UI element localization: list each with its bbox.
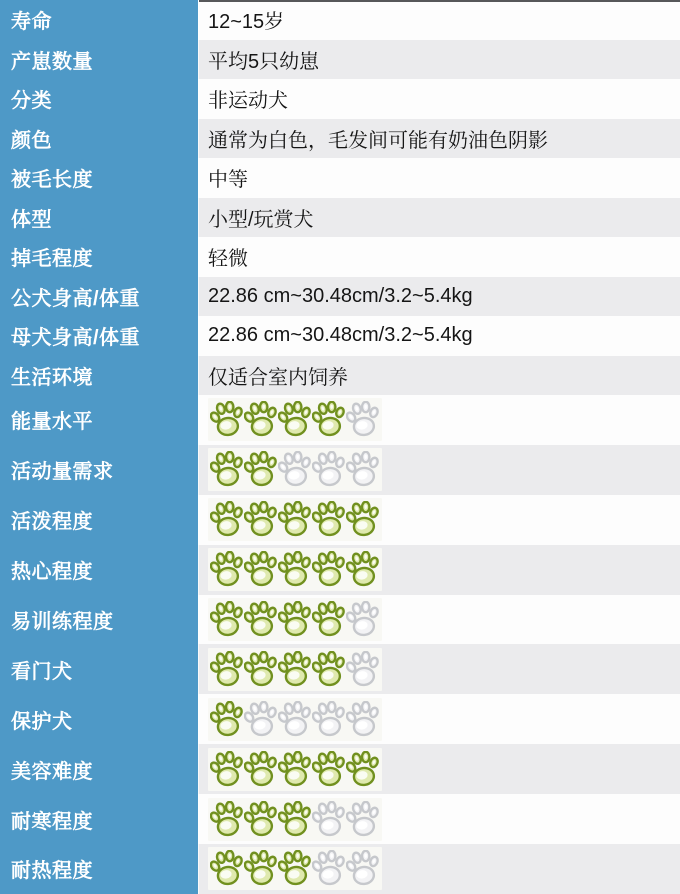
row-value-cell (198, 595, 680, 645)
row-label-cell (0, 445, 198, 495)
paw-rating (208, 847, 382, 890)
paw-icon-active (244, 751, 278, 788)
paw-icon-active (210, 401, 244, 438)
paw-icon-active (244, 401, 278, 438)
paw-rating (208, 548, 382, 591)
row-label: 美容难度 (11, 760, 93, 783)
row-value: 轻微 (208, 248, 248, 271)
row-label: 耐热程度 (11, 860, 93, 883)
paw-icon-inactive (278, 451, 312, 488)
row-value-cell (198, 119, 680, 159)
paw-icon-inactive (346, 451, 380, 488)
paw-icon-active (278, 801, 312, 838)
table-row (0, 844, 680, 894)
paw-icon-active (244, 601, 278, 638)
table-row (0, 79, 680, 119)
table-row (0, 395, 680, 445)
paw-rating (208, 398, 382, 441)
paw-icon-active (312, 501, 346, 538)
paw-icon-inactive (346, 601, 380, 638)
row-value: 22.86 cm~30.48cm/3.2~5.4kg (208, 324, 473, 347)
paw-icon-inactive (244, 701, 278, 738)
row-value-cell (198, 844, 680, 894)
row-label-cell (0, 237, 198, 277)
row-value-cell (198, 356, 680, 396)
row-value-cell (198, 794, 680, 844)
paw-icon-active (312, 401, 346, 438)
paw-icon-active (210, 801, 244, 838)
row-label-cell (0, 794, 198, 844)
row-label-cell (0, 119, 198, 159)
paw-icon-active (312, 651, 346, 688)
row-label: 产崽数量 (11, 50, 93, 73)
paw-icon-active (210, 701, 244, 738)
row-label: 体型 (11, 208, 52, 231)
paw-icon-active (244, 551, 278, 588)
row-value-cell (198, 495, 680, 545)
paw-icon-active (210, 751, 244, 788)
paw-icon-active (210, 551, 244, 588)
table-row (0, 445, 680, 495)
row-label-cell (0, 356, 198, 396)
paw-icon-active (278, 401, 312, 438)
paw-icon-inactive (312, 451, 346, 488)
row-label-cell (0, 644, 198, 694)
row-label-cell (0, 595, 198, 645)
row-label: 看门犬 (11, 660, 73, 683)
row-label: 活泼程度 (11, 511, 93, 534)
row-value-cell (198, 40, 680, 80)
paw-icon-active (244, 501, 278, 538)
row-value-cell (198, 316, 680, 356)
row-value: 非运动犬 (208, 90, 288, 113)
paw-icon-inactive (346, 401, 380, 438)
row-value: 中等 (208, 169, 248, 192)
row-label: 能量水平 (11, 411, 93, 434)
paw-rating (208, 648, 382, 691)
row-value-cell (198, 277, 680, 317)
paw-rating (208, 598, 382, 641)
paw-rating (208, 798, 382, 841)
row-label-cell (0, 316, 198, 356)
paw-icon-inactive (346, 651, 380, 688)
row-value-cell (198, 237, 680, 277)
row-value-cell (198, 158, 680, 198)
row-label: 公犬身高/体重 (11, 287, 141, 310)
row-value: 平均5只幼崽 (208, 50, 320, 73)
row-value-cell (198, 545, 680, 595)
paw-icon-active (244, 451, 278, 488)
row-value-cell (198, 445, 680, 495)
table-row (0, 158, 680, 198)
row-label-cell (0, 495, 198, 545)
paw-icon-inactive (278, 701, 312, 738)
paw-icon-active (210, 601, 244, 638)
paw-icon-active (278, 651, 312, 688)
paw-icon-inactive (346, 701, 380, 738)
row-label-cell (0, 395, 198, 445)
paw-icon-active (244, 801, 278, 838)
table-row (0, 545, 680, 595)
row-value: 12~15岁 (208, 11, 285, 34)
paw-icon-active (278, 850, 312, 887)
table-row (0, 794, 680, 844)
paw-rating (208, 698, 382, 741)
row-label: 生活环境 (11, 366, 93, 389)
row-label: 颜色 (11, 129, 52, 152)
paw-icon-inactive (346, 850, 380, 887)
paw-icon-inactive (312, 701, 346, 738)
paw-icon-active (278, 751, 312, 788)
table-row (0, 744, 680, 794)
row-label-cell (0, 79, 198, 119)
paw-icon-active (278, 501, 312, 538)
row-label: 耐寒程度 (11, 810, 93, 833)
table-row (0, 595, 680, 645)
row-label-cell (0, 694, 198, 744)
row-value: 通常为白色，毛发间可能有奶油色阴影 (208, 129, 548, 152)
row-label: 寿命 (11, 11, 52, 34)
table-row (0, 277, 680, 317)
paw-icon-active (312, 601, 346, 638)
table-row (0, 495, 680, 545)
row-value: 22.86 cm~30.48cm/3.2~5.4kg (208, 284, 473, 307)
row-label: 掉毛程度 (11, 248, 93, 271)
table-row (0, 198, 680, 238)
row-value-cell (198, 644, 680, 694)
row-label: 热心程度 (11, 561, 93, 584)
row-value-cell (198, 694, 680, 744)
table-row (0, 644, 680, 694)
row-label-cell (0, 744, 198, 794)
paw-rating (208, 448, 382, 491)
table-row (0, 40, 680, 80)
paw-icon-active (346, 551, 380, 588)
paw-icon-active (346, 501, 380, 538)
row-label: 母犬身高/体重 (11, 327, 141, 350)
row-label: 保护犬 (11, 710, 73, 733)
paw-icon-inactive (312, 801, 346, 838)
paw-icon-active (244, 651, 278, 688)
paw-icon-active (312, 551, 346, 588)
row-label: 活动量需求 (11, 461, 114, 484)
row-value-cell (198, 79, 680, 119)
table-row (0, 119, 680, 159)
row-label: 被毛长度 (11, 169, 93, 192)
paw-rating (208, 748, 382, 791)
paw-icon-active (210, 651, 244, 688)
row-label-cell (0, 40, 198, 80)
row-value-cell (198, 744, 680, 794)
table-row (0, 237, 680, 277)
row-value-cell (198, 395, 680, 445)
paw-icon-active (278, 601, 312, 638)
paw-icon-active (346, 751, 380, 788)
row-value-cell (198, 0, 680, 40)
row-label-cell (0, 844, 198, 894)
paw-icon-inactive (346, 801, 380, 838)
paw-icon-inactive (312, 850, 346, 887)
paw-icon-active (312, 751, 346, 788)
table-row (0, 356, 680, 396)
paw-icon-active (210, 451, 244, 488)
row-label-cell (0, 545, 198, 595)
paw-icon-active (278, 551, 312, 588)
row-label-cell (0, 277, 198, 317)
row-label-cell (0, 0, 198, 40)
row-label-cell (0, 198, 198, 238)
table-row (0, 694, 680, 744)
row-label-cell (0, 158, 198, 198)
paw-icon-active (244, 850, 278, 887)
paw-icon-active (210, 850, 244, 887)
row-label: 易训练程度 (11, 611, 114, 633)
row-value: 小型/玩赏犬 (208, 208, 314, 231)
row-value-cell (198, 198, 680, 238)
table-row (0, 0, 680, 40)
row-label: 分类 (11, 90, 52, 113)
row-value: 仅适合室内饲养 (208, 366, 348, 389)
paw-icon-active (210, 501, 244, 538)
table-row (0, 316, 680, 356)
paw-rating (208, 498, 382, 541)
